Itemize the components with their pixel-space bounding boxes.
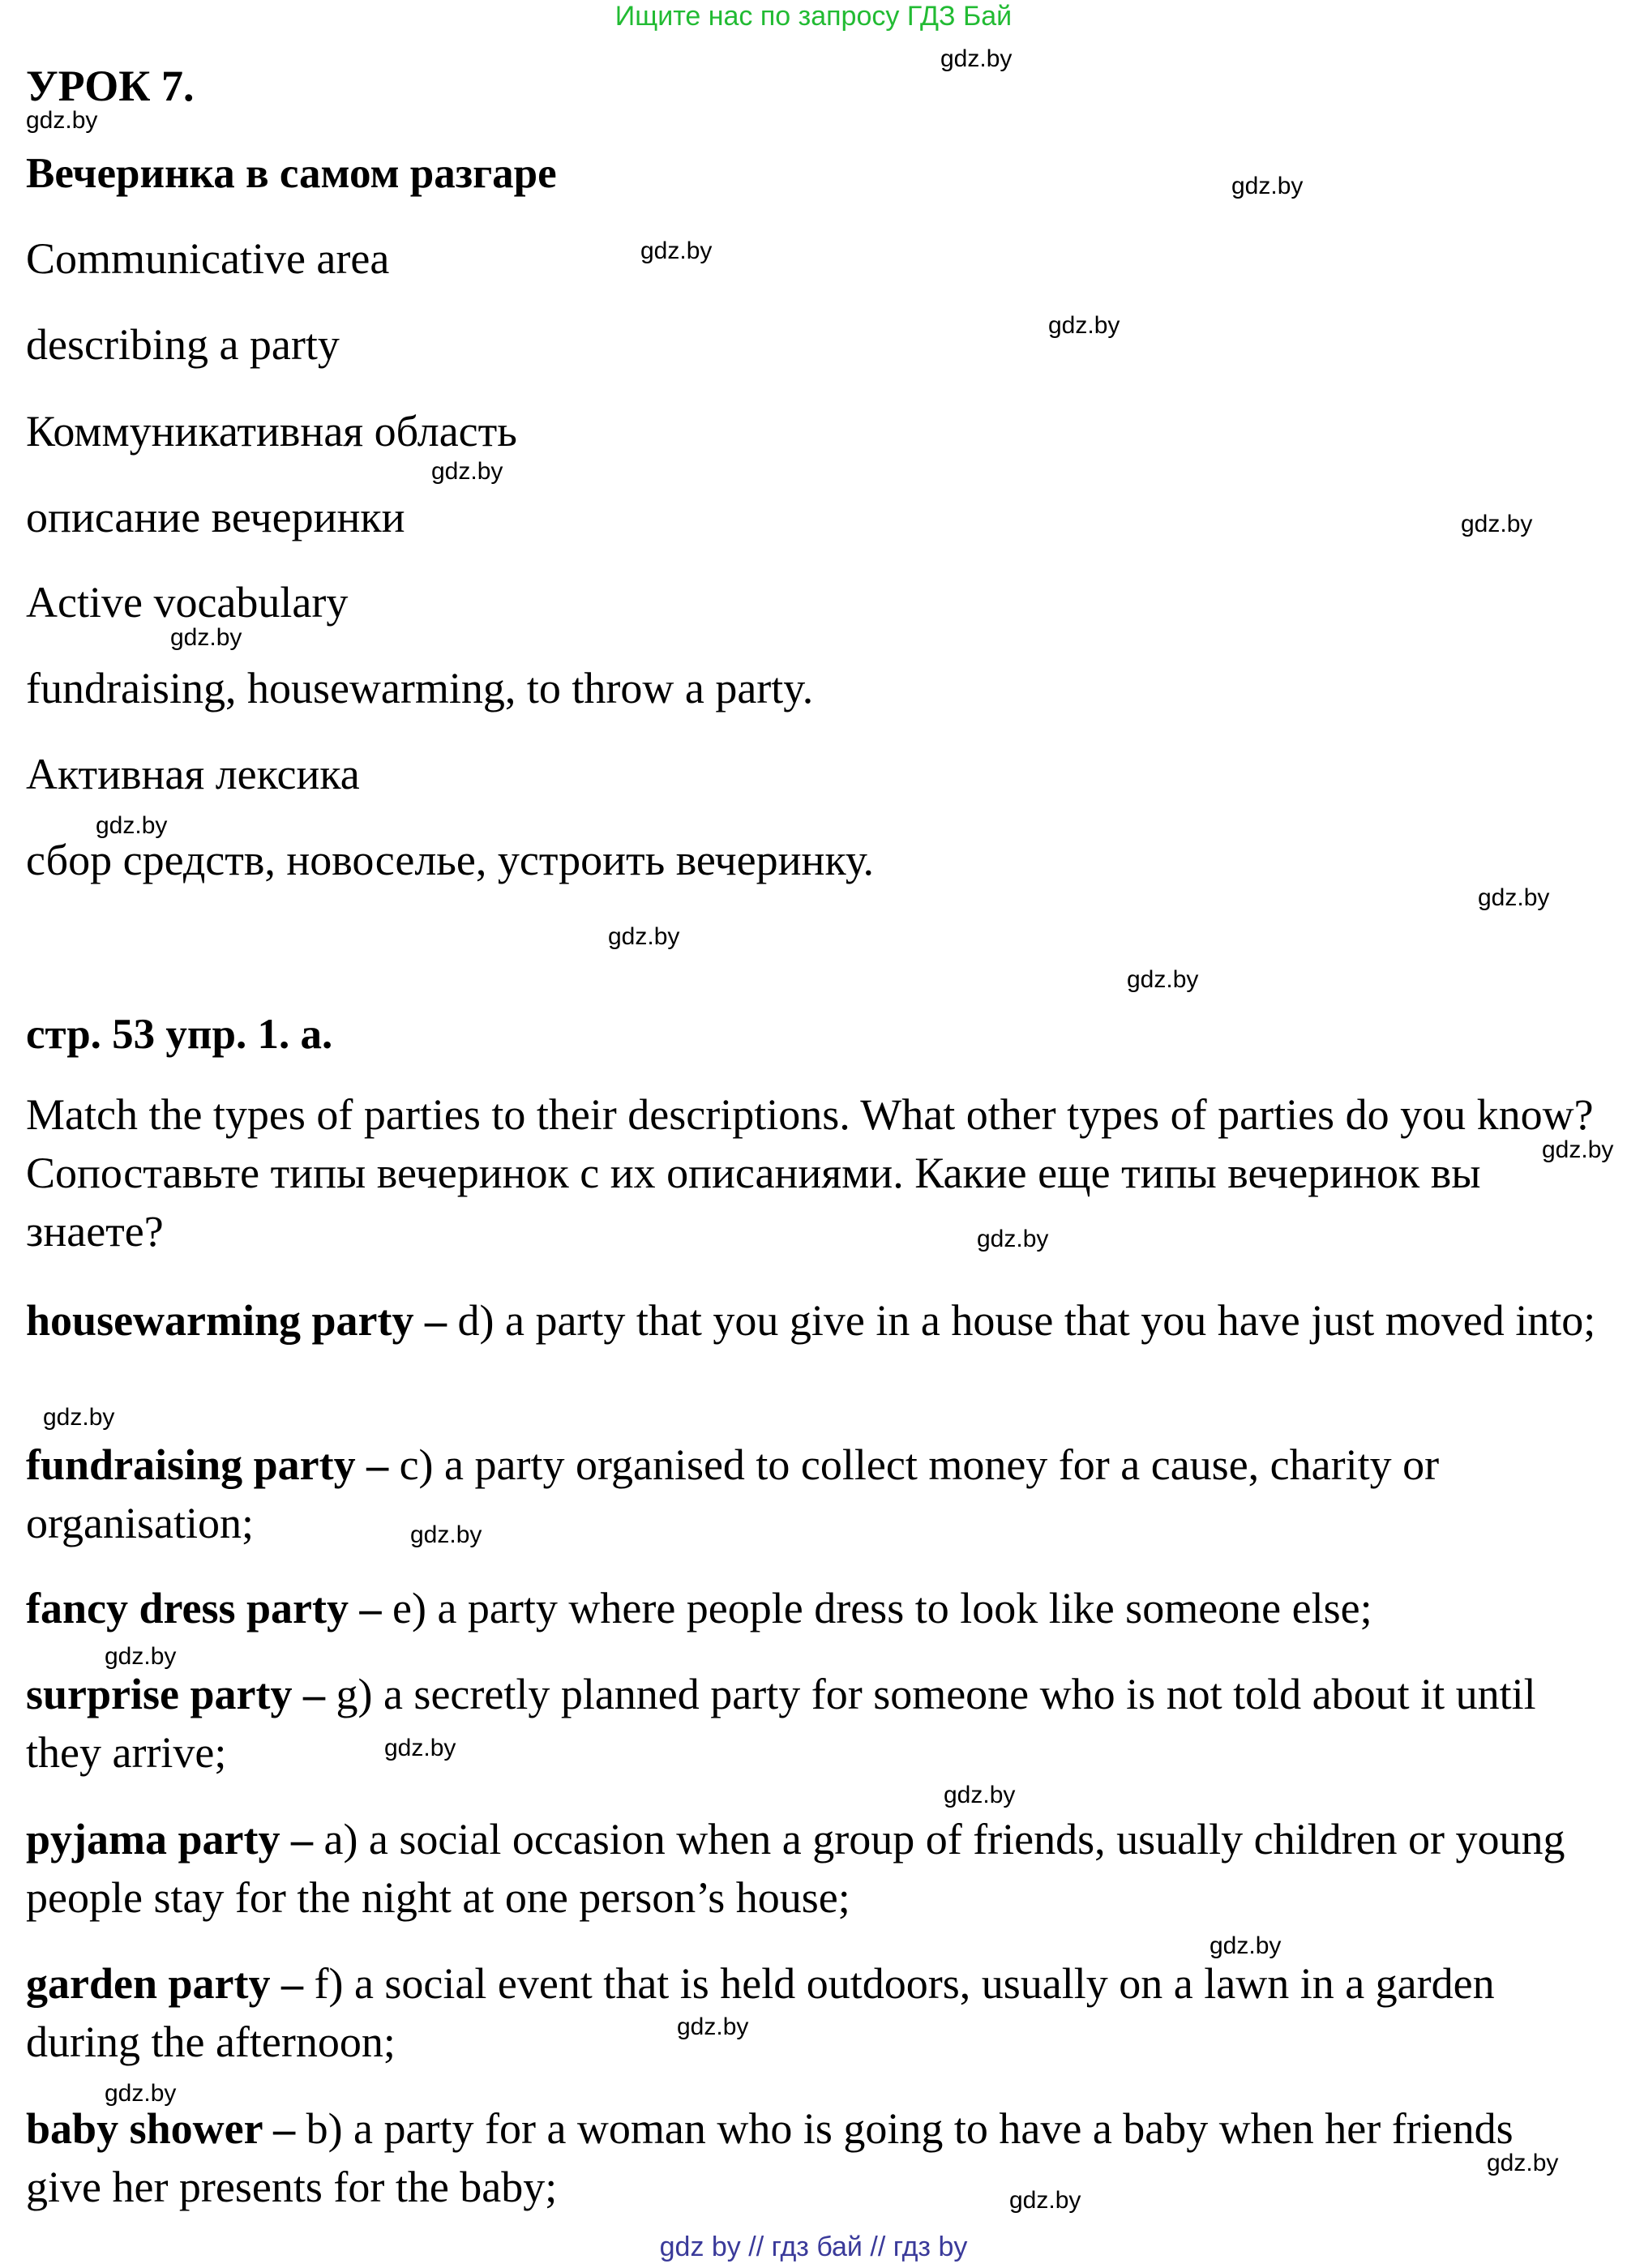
- active-vocabulary-ru-value: сбор средств, новоселье, устроить вечеринку.: [26, 836, 875, 884]
- watermark: gdz.by: [431, 458, 503, 485]
- bottom-banner: gdz by // гдз бай // гдз by: [659, 2232, 968, 2262]
- party-item-baby-shower: [26, 2099, 1599, 2216]
- party-item-surprise: [26, 1665, 1599, 1782]
- communicative-area-en-label: Communicative area: [26, 234, 390, 283]
- watermark: gdz.by: [977, 1226, 1049, 1252]
- party-description: d) a party that you give in a house that you have just moved into;: [457, 1296, 1596, 1345]
- communicative-area-ru-label: Коммуникативная область: [26, 407, 517, 456]
- watermark: gdz.by: [1009, 2187, 1081, 2214]
- watermark: gdz.by: [26, 107, 98, 134]
- party-separator: –: [349, 1584, 392, 1633]
- party-term: garden party: [26, 1959, 271, 2008]
- watermark: gdz.by: [43, 1404, 115, 1431]
- party-term: pyjama party: [26, 1815, 280, 1864]
- watermark: gdz.by: [105, 1643, 177, 1670]
- party-description: e) a party where people dress to look like someone else;: [392, 1584, 1372, 1633]
- watermark: gdz.by: [608, 923, 680, 950]
- party-description: b) a party for a woman who is going to have a baby when her friends give her presents for the baby;: [26, 2104, 1514, 2211]
- watermark: gdz.by: [677, 2013, 749, 2040]
- party-description: g) a secretly planned party for someone who is not told about it until they arrive;: [26, 1670, 1536, 1777]
- communicative-area-en-value: describing a party: [26, 320, 340, 369]
- party-separator: –: [270, 1959, 315, 2008]
- watermark: gdz.by: [96, 812, 168, 839]
- party-term: fundraising party: [26, 1440, 356, 1489]
- watermark: gdz.by: [1461, 511, 1533, 537]
- watermark: gdz.by: [410, 1521, 482, 1548]
- party-item-fancy-dress: [26, 1579, 1599, 1637]
- party-separator: –: [280, 1815, 324, 1864]
- active-vocabulary-ru-label: Активная лексика: [26, 750, 360, 798]
- party-description: a) a social occasion when a group of friends, usually children or young people stay for the night at one person’s house;: [26, 1815, 1565, 1922]
- party-separator: –: [413, 1296, 458, 1345]
- watermark: gdz.by: [940, 45, 1013, 72]
- party-separator: –: [262, 2104, 306, 2153]
- party-item-garden: [26, 1954, 1599, 2071]
- party-separator: –: [355, 1440, 400, 1489]
- watermark: gdz.by: [384, 1735, 456, 1761]
- party-item-pyjama: [26, 1810, 1599, 1927]
- watermark: gdz.by: [1048, 312, 1120, 339]
- lesson-subtitle: Вечеринка в самом разгаре: [26, 150, 557, 197]
- active-vocabulary-en-value: fundraising, housewarming, to throw a party.: [26, 664, 814, 712]
- exercise-heading: стр. 53 упр. 1. а.: [26, 1011, 333, 1058]
- watermark: gdz.by: [105, 2080, 177, 2107]
- party-item-fundraising: [26, 1436, 1599, 1552]
- lesson-title: УРОК 7.: [26, 62, 195, 110]
- instructions: Match the types of parties to their descriptions. What other types of parties do you know? Сопоставьте типы вечеринок с их описаниями. Какие еще типы вечеринок вы знаете?: [26, 1090, 1594, 1256]
- watermark: gdz.by: [170, 624, 242, 651]
- party-description: c) a party organised to collect money for a cause, charity or organisation;: [26, 1440, 1440, 1547]
- party-description: f) a social event that is held outdoors, usually on a lawn in a garden during the afternoon;: [26, 1959, 1495, 2066]
- watermark: gdz.by: [944, 1782, 1016, 1808]
- watermark: gdz.by: [1210, 1932, 1282, 1959]
- watermark: gdz.by: [640, 237, 713, 264]
- communicative-area-ru-value: описание вечеринки: [26, 493, 405, 541]
- active-vocabulary-en-label: Active vocabulary: [26, 578, 349, 627]
- watermark: gdz.by: [1478, 884, 1550, 911]
- watermark: gdz.by: [1487, 2150, 1559, 2176]
- party-separator: –: [292, 1670, 336, 1718]
- party-item-housewarming: [26, 1291, 1599, 1350]
- party-term: housewarming party: [26, 1296, 414, 1345]
- watermark: gdz.by: [1542, 1136, 1614, 1163]
- party-term: fancy dress party: [26, 1584, 349, 1633]
- party-term: surprise party: [26, 1670, 293, 1718]
- party-term: baby shower: [26, 2104, 263, 2153]
- watermark: gdz.by: [1127, 966, 1199, 993]
- top-banner: Ищите нас по запросу ГДЗ Бай: [614, 1, 1013, 32]
- watermark: gdz.by: [1231, 173, 1304, 199]
